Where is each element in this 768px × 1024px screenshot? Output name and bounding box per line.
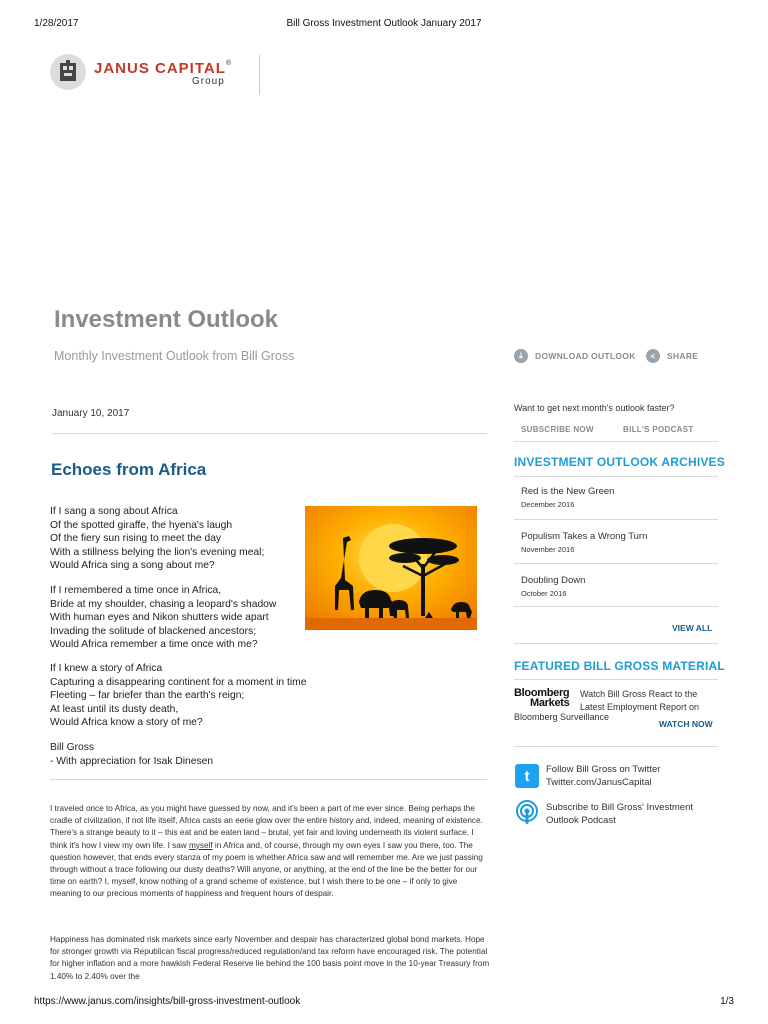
poem-line: With a stillness belying the lion's evening meal;	[50, 546, 265, 558]
download-outlook-label: DOWNLOAD OUTLOOK	[535, 351, 636, 361]
bloomberg-description-2: Bloomberg Surveillance	[514, 712, 610, 722]
archive-date: November 2016	[521, 545, 575, 554]
featured-heading: FEATURED BILL GROSS MATERIAL	[514, 659, 725, 673]
poem-dedication: - With appreciation for Isak Dinesen	[50, 755, 214, 767]
poem-line: If I sang a song about Africa	[50, 506, 178, 517]
divider	[514, 476, 718, 477]
archive-title: Populism Takes a Wrong Turn	[521, 531, 648, 542]
divider	[514, 746, 718, 747]
paragraph-text: I traveled once to Africa, as you might have guessed by now, and it's been a part of me ever since. Being perhaps the cradle of civilization, if not life itself, Africa casts an eerie glow over the entire history and, indeed, meaning of existence. There's a strange beauty to it – this eat and be eaten land – brutal, yet fair and loving underneath its violent surface. I think it's how I view my own life. I saw	[50, 804, 483, 850]
share-icon: <	[646, 349, 660, 363]
divider	[514, 441, 718, 442]
print-title: Bill Gross Investment Outlook January 2017	[286, 18, 482, 29]
view-all-link[interactable]: VIEW ALL	[672, 623, 713, 633]
poem-stanza-3	[50, 662, 306, 730]
bloomberg-logo-line1: Bloomberg	[514, 687, 570, 699]
poem-line: Would Africa know a story of me?	[50, 717, 203, 728]
poem-stanza-1	[50, 505, 264, 573]
archive-item[interactable]	[514, 575, 718, 598]
poem-line: Invading the solitude of blackened ancestors;	[50, 625, 257, 637]
africa-sunset-illustration	[305, 506, 477, 630]
logo-group-text: Group	[192, 76, 225, 87]
poem-line: Would Africa sing a song about me?	[50, 560, 215, 571]
print-date: 1/28/2017	[34, 18, 79, 29]
divider	[514, 563, 718, 564]
poem-stanza-2	[50, 584, 276, 652]
archives-heading: INVESTMENT OUTLOOK ARCHIVES	[514, 455, 725, 469]
paragraph-text: in Africa and, of course, through my own eyes I saw you there, too. The question however, that ends every stanza of my poem is whether Africa saw and will remember me. Are we just passing through without a trace following our dusty deaths? Will anyone, or anything, at the end of the line be the better for our time on earth? I, myself, know nothing of a grand scheme of existence, but I wish there to be one – if only to give meaning to our precious moments of happiness and frequent hours of despair.	[50, 840, 483, 899]
divider	[514, 519, 718, 520]
publication-date: January 10, 2017	[52, 408, 130, 419]
poem-line: Of the spotted giraffe, the hyena's laugh	[50, 519, 233, 531]
article-paragraph-2: Happiness has dominated risk markets since early November and despair has characterized global bond markets. Hope for stronger growth via Republican fiscal progress/reduced regulation/and tax reform have encouraged risk. The potential for higher inflation and a more hawkish Federal Reserve lie behind the 100 basis point move in the 10-year Treasury from 1.40% to 2.40% over the	[50, 935, 490, 981]
article-paragraph-1	[50, 803, 490, 901]
twitter-link[interactable]: Twitter.com/JanusCapital	[546, 776, 652, 788]
poem-line: Capturing a disappearing continent for a moment in time	[50, 676, 307, 688]
podcast-icon[interactable]	[514, 800, 540, 826]
logo-divider	[259, 55, 260, 95]
archive-title: Doubling Down	[521, 575, 586, 586]
divider	[50, 779, 487, 780]
watch-now-link[interactable]: WATCH NOW	[659, 719, 713, 729]
bloomberg-markets-logo	[514, 688, 569, 708]
myself-link[interactable]: myself	[188, 840, 213, 850]
article-title: Echoes from Africa	[51, 460, 207, 479]
podcast-subscribe[interactable]: Subscribe to Bill Gross' Investment Outlook Podcast	[546, 802, 694, 826]
logo-wordmark: JANUS CAPITAL	[94, 60, 226, 77]
archive-item[interactable]	[514, 531, 718, 554]
poem-author: Bill Gross	[50, 742, 95, 753]
divider	[514, 606, 718, 607]
janus-emblem-icon	[50, 54, 86, 90]
bloomberg-logo-line2: Markets	[530, 697, 570, 709]
logo-registered: ®	[225, 60, 232, 67]
poem-line: If I remembered a time once in Africa,	[50, 585, 222, 596]
share-button[interactable]	[646, 349, 698, 363]
poem-line: Would Africa remember a time once with me?	[50, 639, 258, 650]
twitter-icon[interactable]: t	[515, 764, 539, 788]
twitter-follow[interactable]	[546, 764, 660, 789]
bills-podcast-link[interactable]: BILL'S PODCAST	[623, 425, 694, 434]
page-title: Investment Outlook	[54, 306, 279, 333]
subscribe-now-link[interactable]: SUBSCRIBE NOW	[521, 425, 594, 434]
poem-line: Of the fiery sun rising to meet the day	[50, 533, 222, 544]
bloomberg-description: Watch Bill Gross React to the Latest Employment Report on	[580, 689, 700, 712]
poem-line: With human eyes and Nikon shutters wide apart	[50, 612, 269, 623]
share-label: SHARE	[667, 351, 699, 361]
print-url: https://www.janus.com/insights/bill-gross-investment-outlook	[34, 996, 301, 1007]
divider	[514, 643, 718, 644]
poem-signature	[50, 741, 213, 768]
poem-line: At least until its dusty death,	[50, 703, 179, 715]
archive-date: October 2016	[521, 589, 567, 598]
poem-line: If I knew a story of Africa	[50, 663, 163, 674]
poem-line: Fleeting – far briefer than the earth's reign;	[50, 690, 245, 701]
subscribe-question: Want to get next month's outlook faster?	[514, 403, 675, 413]
divider	[52, 433, 487, 434]
divider	[514, 679, 718, 680]
archive-date: December 2016	[521, 500, 575, 509]
janus-logo[interactable]	[50, 52, 262, 94]
poem-line: Bride at my shoulder, chasing a leopard's shadow	[50, 598, 277, 610]
download-icon: ⤓	[514, 349, 528, 363]
archive-title: Red is the New Green	[521, 486, 615, 497]
archive-item[interactable]	[514, 486, 718, 509]
download-outlook-button[interactable]	[514, 349, 636, 363]
page-subtitle: Monthly Investment Outlook from Bill Gross	[54, 349, 295, 363]
twitter-line-1: Follow Bill Gross on Twitter	[546, 764, 661, 775]
print-page-number: 1/3	[720, 996, 734, 1007]
